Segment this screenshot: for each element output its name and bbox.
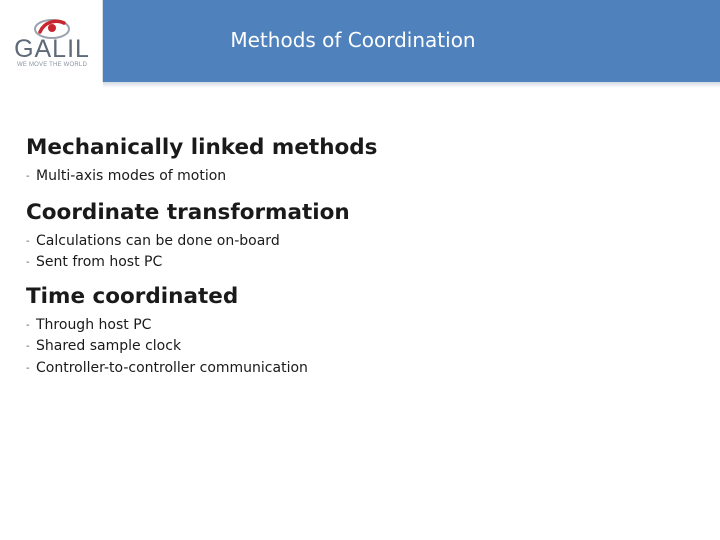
- bullet-text: Sent from host PC: [36, 254, 163, 270]
- slide-content: [26, 134, 686, 379]
- bullet-marker: -: [26, 235, 30, 247]
- bullet-text: Controller-to-controller communication: [36, 359, 308, 376]
- section-time-coordinated: [26, 283, 686, 380]
- section-mechanically-linked: [26, 134, 686, 188]
- section-coordinate-transformation: [26, 199, 686, 274]
- bullet-marker: -: [26, 341, 30, 352]
- bullet-item: [26, 252, 686, 274]
- section-heading: Time coordinated: [26, 283, 239, 309]
- bullet-item: [26, 315, 686, 337]
- bullet-marker: -: [26, 319, 30, 331]
- bullet-text: Calculations can be done on-board: [36, 232, 280, 249]
- bullet-text: Through host PC: [36, 316, 152, 333]
- title-bar-shadow: [103, 82, 720, 88]
- bullet-text: Multi-axis modes of motion: [36, 168, 227, 184]
- logo-brand-text: GALIL: [14, 35, 90, 63]
- logo: [0, 0, 103, 82]
- bullet-item: [26, 336, 686, 358]
- bullet-list: [26, 315, 686, 380]
- slide-title: Methods of Coordination: [230, 28, 476, 52]
- bullet-list: [26, 231, 686, 274]
- bullet-item: [26, 231, 686, 253]
- bullet-marker: -: [26, 171, 30, 182]
- section-heading: Coordinate transformation: [26, 199, 350, 225]
- bullet-marker: -: [26, 362, 30, 374]
- section-heading: Mechanically linked methods: [26, 135, 378, 160]
- bullet-list: [26, 166, 686, 188]
- title-bar: [103, 0, 720, 82]
- bullet-item: [26, 358, 686, 380]
- bullet-item: [26, 166, 686, 188]
- bullet-marker: -: [26, 257, 30, 268]
- bullet-text: Shared sample clock: [36, 338, 182, 354]
- logo-tagline: WE MOVE THE WORLD: [17, 62, 87, 68]
